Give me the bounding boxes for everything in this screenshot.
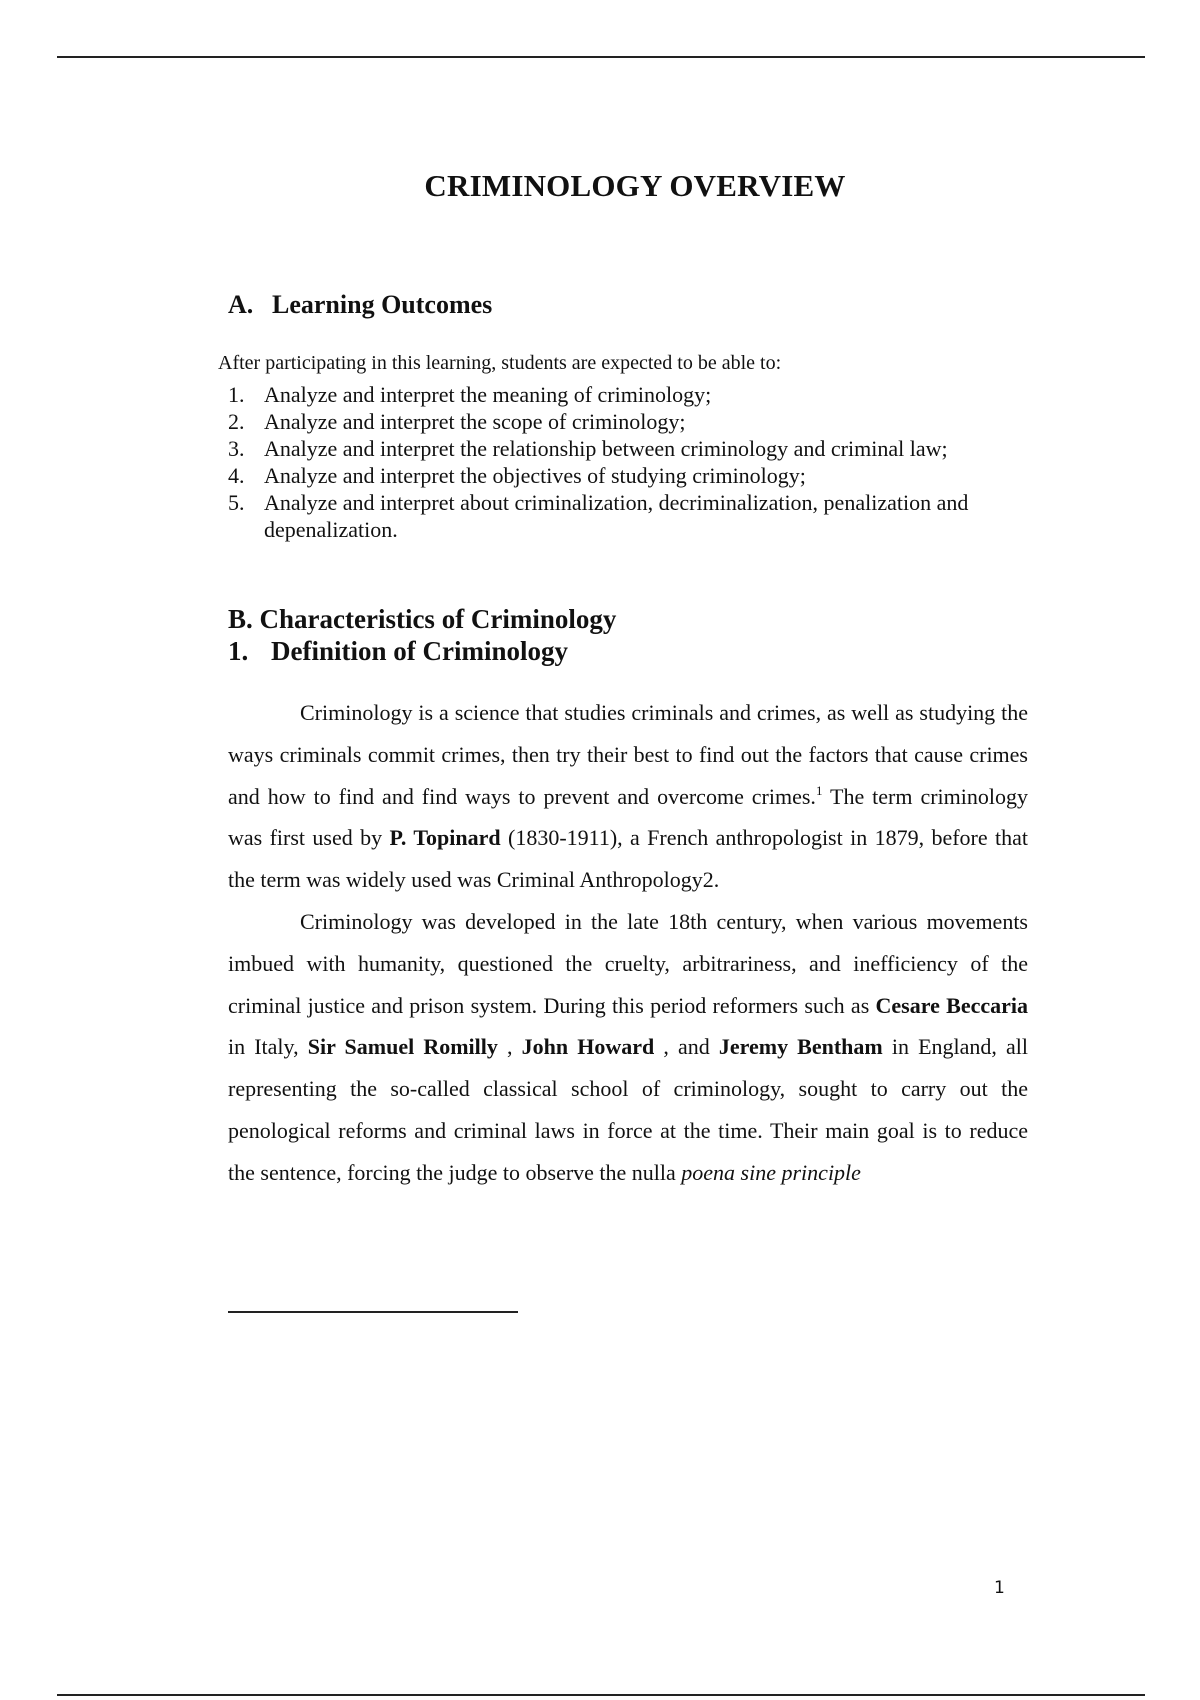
list-item	[228, 408, 1028, 435]
subsection-title: Definition of Criminology	[271, 636, 568, 666]
list-item-text: Analyze and interpret the objectives of studying criminology;	[264, 463, 806, 488]
paragraph-2-text: in England, all representing the so-called classical school of criminology, sought to carry out the penological reforms and criminal laws in force at the time. Their main goal is to reduce the sentence, forcing the judge to observe the nulla	[228, 1034, 1029, 1185]
section-b-heading	[228, 603, 616, 667]
header-rule	[57, 56, 1145, 58]
body-text	[228, 692, 1028, 1194]
paragraph-1-text: Criminology is a science that studies criminals and crimes, as well as studying the ways criminals commit crimes, then try their best to find out the factors that cause crimes and how to find and find ways to prevent and overcome crimes.	[228, 700, 1028, 809]
list-item-number: 3.	[228, 436, 245, 461]
person-name: Sir Samuel Romilly	[307, 1034, 498, 1060]
subsection-number: 1.	[228, 636, 249, 666]
list-item-number: 1.	[228, 382, 245, 407]
list-item-text: Analyze and interpret the scope of criminology;	[264, 409, 686, 434]
paragraph-1-text: The term criminology was first used by	[228, 783, 1028, 851]
paragraph-1	[228, 692, 1028, 901]
section-b-title: B. Characteristics of Criminology	[228, 604, 617, 634]
person-name: Jeremy Bentham	[718, 1034, 883, 1060]
paragraph-1-text: (1830-1911), a French anthropologist in 1879, before that the term was widely used was Criminal Anthropology2.	[228, 825, 1029, 893]
italic-phrase: poena sine principle	[681, 1159, 861, 1185]
person-name: P. Topinard	[389, 825, 501, 851]
footnote-separator	[228, 1311, 518, 1313]
paragraph-2	[228, 901, 1028, 1194]
list-item	[228, 435, 1028, 462]
paragraph-2-text: , and	[654, 1034, 719, 1060]
footnote-ref: 1	[815, 782, 823, 798]
list-item-number: 2.	[228, 409, 245, 434]
list-item-text: Analyze and interpret the relationship between criminology and criminal law;	[264, 436, 948, 461]
list-item	[228, 381, 1028, 408]
list-item	[228, 462, 1028, 489]
page-number: 1	[994, 1578, 1005, 1598]
outcomes-intro: After participating in this learning, students are expected to be able to:	[218, 352, 782, 374]
person-name: John Howard	[521, 1034, 655, 1060]
list-item-number: 4.	[228, 463, 245, 488]
section-a-heading	[228, 290, 492, 320]
subsection-heading	[228, 635, 616, 667]
section-a-number: A.	[228, 290, 254, 319]
paragraph-2-text: Criminology was developed in the late 18th century, when various movements imbued with humanity, questioned the cruelty, arbitrariness, and inefficiency of the criminal justice and prison system. During this period reformers such as	[228, 908, 1028, 1018]
paragraph-2-text: ,	[497, 1034, 522, 1060]
footer-rule	[57, 1694, 1145, 1696]
list-item	[228, 489, 1028, 543]
page-title: CRIMINOLOGY OVERVIEW	[424, 168, 846, 203]
list-item-text: Analyze and interpret about criminalization, decriminalization, penalization and depenalization.	[264, 490, 969, 542]
list-item-number: 5.	[228, 490, 245, 515]
learning-outcomes-list	[228, 381, 1028, 543]
paragraph-2-text: in Italy,	[228, 1034, 308, 1060]
person-name: Cesare Beccaria	[875, 992, 1028, 1018]
list-item-text: Analyze and interpret the meaning of criminology;	[264, 382, 712, 407]
section-a-title: Learning Outcomes	[272, 290, 493, 319]
